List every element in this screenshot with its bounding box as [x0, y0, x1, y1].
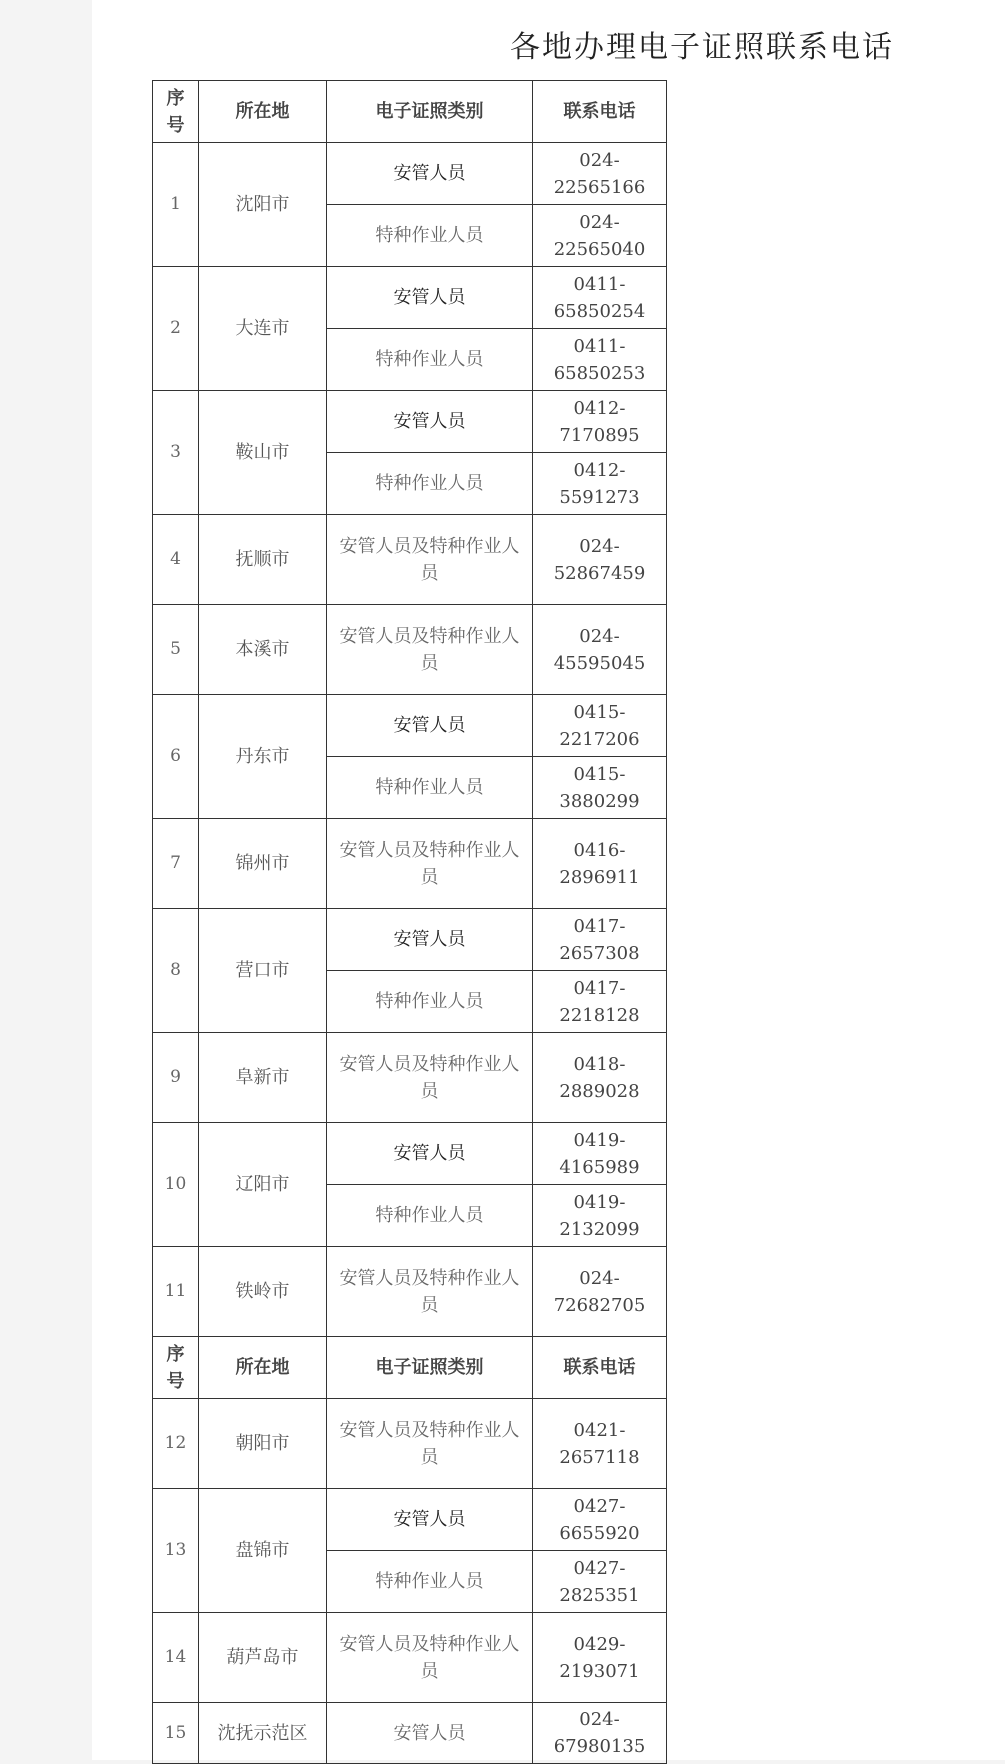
row-category: 安管人员 — [327, 909, 533, 971]
row-location: 本溪市 — [199, 605, 327, 695]
header-phone: 联系电话 — [533, 81, 667, 143]
row-number: 7 — [153, 819, 199, 909]
row-number: 10 — [153, 1123, 199, 1247]
row-number: 8 — [153, 909, 199, 1033]
row-phone: 0427-2825351 — [533, 1551, 667, 1613]
row-category: 安管人员及特种作业人员 — [327, 515, 533, 605]
row-location: 朝阳市 — [199, 1399, 327, 1489]
row-phone: 0412-7170895 — [533, 391, 667, 453]
row-number: 3 — [153, 391, 199, 515]
row-category: 安管人员 — [327, 1703, 533, 1764]
table-row — [153, 1703, 667, 1764]
row-number: 4 — [153, 515, 199, 605]
row-location: 丹东市 — [199, 695, 327, 819]
row-category: 安管人员及特种作业人员 — [327, 1399, 533, 1489]
row-category: 安管人员 — [327, 1123, 533, 1185]
table-row — [153, 391, 667, 453]
row-location: 辽阳市 — [199, 1123, 327, 1247]
row-number: 2 — [153, 267, 199, 391]
contact-table-body — [153, 81, 667, 1764]
row-location: 沈抚示范区 — [199, 1703, 327, 1764]
row-number: 13 — [153, 1489, 199, 1613]
row-phone: 0419-4165989 — [533, 1123, 667, 1185]
page — [92, 0, 1005, 1760]
row-number: 11 — [153, 1247, 199, 1337]
row-category: 特种作业人员 — [327, 329, 533, 391]
header-category: 电子证照类别 — [327, 1337, 533, 1399]
row-category: 特种作业人员 — [327, 1185, 533, 1247]
row-phone: 024-72682705 — [533, 1247, 667, 1337]
row-phone: 0415-2217206 — [533, 695, 667, 757]
row-location: 抚顺市 — [199, 515, 327, 605]
row-number: 14 — [153, 1613, 199, 1703]
row-category: 安管人员及特种作业人员 — [327, 1033, 533, 1123]
row-phone: 0418-2889028 — [533, 1033, 667, 1123]
table-row — [153, 1489, 667, 1551]
row-category: 安管人员 — [327, 143, 533, 205]
row-phone: 024-22565166 — [533, 143, 667, 205]
row-location: 阜新市 — [199, 1033, 327, 1123]
row-location: 铁岭市 — [199, 1247, 327, 1337]
row-location: 大连市 — [199, 267, 327, 391]
row-location: 锦州市 — [199, 819, 327, 909]
table-header-row — [153, 81, 667, 143]
row-category: 安管人员及特种作业人员 — [327, 1613, 533, 1703]
header-number: 序号 — [153, 1337, 199, 1399]
row-phone: 024-52867459 — [533, 515, 667, 605]
table-row — [153, 605, 667, 695]
row-category: 安管人员 — [327, 391, 533, 453]
table-row — [153, 1399, 667, 1489]
row-phone: 0412-5591273 — [533, 453, 667, 515]
table-row — [153, 515, 667, 605]
table-row — [153, 695, 667, 757]
row-category: 安管人员 — [327, 1489, 533, 1551]
table-row — [153, 909, 667, 971]
row-number: 9 — [153, 1033, 199, 1123]
table-row — [153, 1613, 667, 1703]
row-number: 15 — [153, 1703, 199, 1764]
row-category: 特种作业人员 — [327, 971, 533, 1033]
contact-table — [152, 80, 667, 1764]
table-row — [153, 1033, 667, 1123]
row-phone: 0419-2132099 — [533, 1185, 667, 1247]
table-row — [153, 267, 667, 329]
header-phone: 联系电话 — [533, 1337, 667, 1399]
row-category: 特种作业人员 — [327, 1551, 533, 1613]
row-category: 特种作业人员 — [327, 205, 533, 267]
row-location: 沈阳市 — [199, 143, 327, 267]
header-location: 所在地 — [199, 1337, 327, 1399]
row-phone: 024-67980135 — [533, 1703, 667, 1764]
row-number: 1 — [153, 143, 199, 267]
row-category: 特种作业人员 — [327, 453, 533, 515]
row-phone: 024-22565040 — [533, 205, 667, 267]
row-phone: 0417-2218128 — [533, 971, 667, 1033]
row-category: 安管人员及特种作业人员 — [327, 605, 533, 695]
row-phone: 0429-2193071 — [533, 1613, 667, 1703]
row-location: 葫芦岛市 — [199, 1613, 327, 1703]
row-category: 安管人员 — [327, 695, 533, 757]
header-category: 电子证照类别 — [327, 81, 533, 143]
row-phone: 0415-3880299 — [533, 757, 667, 819]
row-location: 鞍山市 — [199, 391, 327, 515]
table-row — [153, 1247, 667, 1337]
row-phone: 0411-65850253 — [533, 329, 667, 391]
row-phone: 0411-65850254 — [533, 267, 667, 329]
row-number: 12 — [153, 1399, 199, 1489]
table-row — [153, 1123, 667, 1185]
table-header-row — [153, 1337, 667, 1399]
header-location: 所在地 — [199, 81, 327, 143]
row-category: 安管人员 — [327, 267, 533, 329]
header-number: 序号 — [153, 81, 199, 143]
row-phone: 0416-2896911 — [533, 819, 667, 909]
row-phone: 024-45595045 — [533, 605, 667, 695]
table-row — [153, 143, 667, 205]
row-number: 6 — [153, 695, 199, 819]
row-location: 营口市 — [199, 909, 327, 1033]
row-phone: 0421-2657118 — [533, 1399, 667, 1489]
row-phone: 0427-6655920 — [533, 1489, 667, 1551]
row-category: 特种作业人员 — [327, 757, 533, 819]
table-row — [153, 819, 667, 909]
row-location: 盘锦市 — [199, 1489, 327, 1613]
page-title: 各地办理电子证照联系电话 — [510, 30, 894, 65]
row-phone: 0417-2657308 — [533, 909, 667, 971]
row-category: 安管人员及特种作业人员 — [327, 819, 533, 909]
row-number: 5 — [153, 605, 199, 695]
row-category: 安管人员及特种作业人员 — [327, 1247, 533, 1337]
